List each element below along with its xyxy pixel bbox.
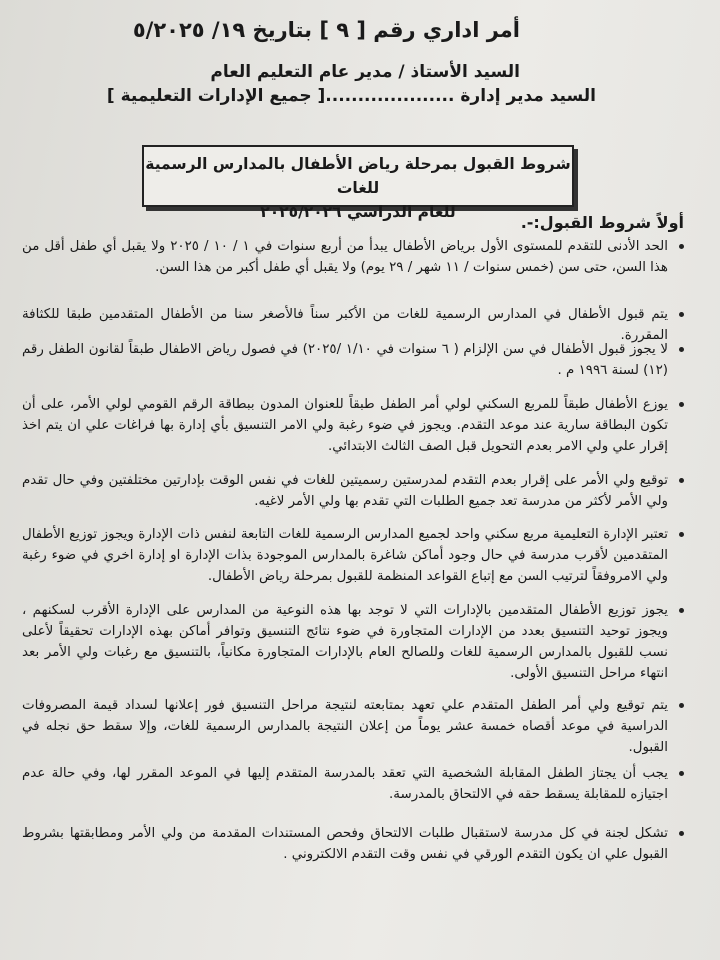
admission-rules-list <box>22 236 686 877</box>
rule-item: الحد الأدنى للتقدم للمستوى الأول برياض الأطفال يبدأ من أربع سنوات في ١ / ١٠ / ٢٠٢٥ ولا يقبل أي طفل أقل من هذا السن، حتى سن (خمس سنوات / ١١ شهر / ٢٩ يوم) ولا يقبل أي طفل أكبر من هذا السن. <box>22 236 686 294</box>
document-title-box <box>142 145 574 221</box>
rule-item: لا يجوز قبول الأطفال في سن الإلزام ( ٦ سنوات في ١/١٠ /٢٠٢٥) في فصول رياض الاطفال طبقاً لقانون الطفل رقم (١٢) لسنة ١٩٩٦ م . <box>22 339 686 384</box>
rule-item: تعتبر الإدارة التعليمية مربع سكني واحد لجميع المدارس الرسمية للغات التابعة لنفس ذات الإدارة ويجوز توزيع الأطفال المتقدمين لأقرب مدرسة في حال وجود أماكن شاغرة بالمدارس الموجودة بذات الإدارة او إدارة اخري في ضوء رغبة ولي الامروفقاً لترتيب السن مع إتباع القواعد المنظمة للقبول بمرحلة رياض الأطفال. <box>22 524 686 590</box>
rule-item: تشكل لجنة في كل مدرسة لاستقبال طلبات الالتحاق وفحص المستندات المقدمة من ولي الأمر ومطابقتها بشروط القبول علي ان يكون التقدم الورقي في نفس وقت التقدم الالكتروني . <box>22 823 686 867</box>
addressee-administration-director: السيد مدير إدارة ....................[ جميع الإدارات التعليمية ] <box>106 86 596 106</box>
section-heading-admission-conditions: أولاً شروط القبول:-. <box>520 213 684 232</box>
rule-item: يجب أن يجتاز الطفل المقابلة الشخصية التي تعقد بالمدرسة المتقدم إليها في الموعد المقرر لها، وفي حالة عدم اجتيازه للمقابلة يسقط حقه في الالتحاق بالمدرسة. <box>22 763 686 813</box>
title-line-2: للعام الدراسي ٢٠٢٥/٢٠٢٦ <box>260 203 456 221</box>
rule-item: يتم توقيع ولي أمر الطفل المتقدم علي تعهد بمتابعته لنتيجة مراحل التنسيق فور إعلانها لسداد قيمة المصروفات الدراسية في موعد أقصاه خمسة عشر يوماً من إعلان النتيجة بالمدارس الرسمية للغات، وإلا سقط حق نجله في القبول. <box>22 695 686 753</box>
rule-item: توقيع ولي الأمر على إقرار بعدم التقدم لمدرستين رسميتين للغات في نفس الوقت بإدارتين مختلفتين وفي حال تقدم ولي الأمر لأكثر من مدرسة تعد جميع الطلبات التي تقدم بها ولي الأمر لاغيه. <box>22 470 686 514</box>
title-line-1: شروط القبول بمرحلة رياض الأطفال بالمدارس الرسمية للغات <box>145 155 571 197</box>
rule-item: يجوز توزيع الأطفال المتقدمين بالإدارات التي لا توجد بها هذه النوعية من المدارس على الإدارة الأقرب لسكنهم ، ويجوز توحيد التنسيق بعدد من الإدارات المتجاورة في ضوء نتائج التنسيق وتوافر أماكن بهذه الإدارات تحقيقاً لأعلى نسب للقبول بالمدارس الرسمية للغات وللصالح العام بالإدارات المتجاورة مكانياً، بالتنسيق مع رغبات ولي الأمر بعد انتهاء مراحل التنسيق الأولى. <box>22 600 686 685</box>
addressee-general-director: السيد الأستاذ / مدير عام التعليم العام <box>210 62 520 82</box>
order-number-line: أمر اداري رقم [ ٩ ] بتاريخ ١٩/ ٥/٢٠٢٥ <box>132 18 520 42</box>
rule-item: يوزع الأطفال طبقاً للمربع السكني لولي أمر الطفل طبقاً للعنوان المدون ببطاقة الرقم القومي لولي الأمر، على أن تكون البطاقة سارية عند موعد التقدم. ويجوز في ضوء رغبة ولي الامر التنسيق بأي إدارة بها فراغات علي ان يتم اخذ إقرار علي ولي الامر بعدم التحويل قبل الصف الثالث الابتدائي. <box>22 394 686 460</box>
rule-item: يتم قبول الأطفال في المدارس الرسمية للغات من الأكبر سناً فالأصغر سنا من الأطفال المتقدمين طبقا للكثافة المقررة. <box>22 304 686 329</box>
